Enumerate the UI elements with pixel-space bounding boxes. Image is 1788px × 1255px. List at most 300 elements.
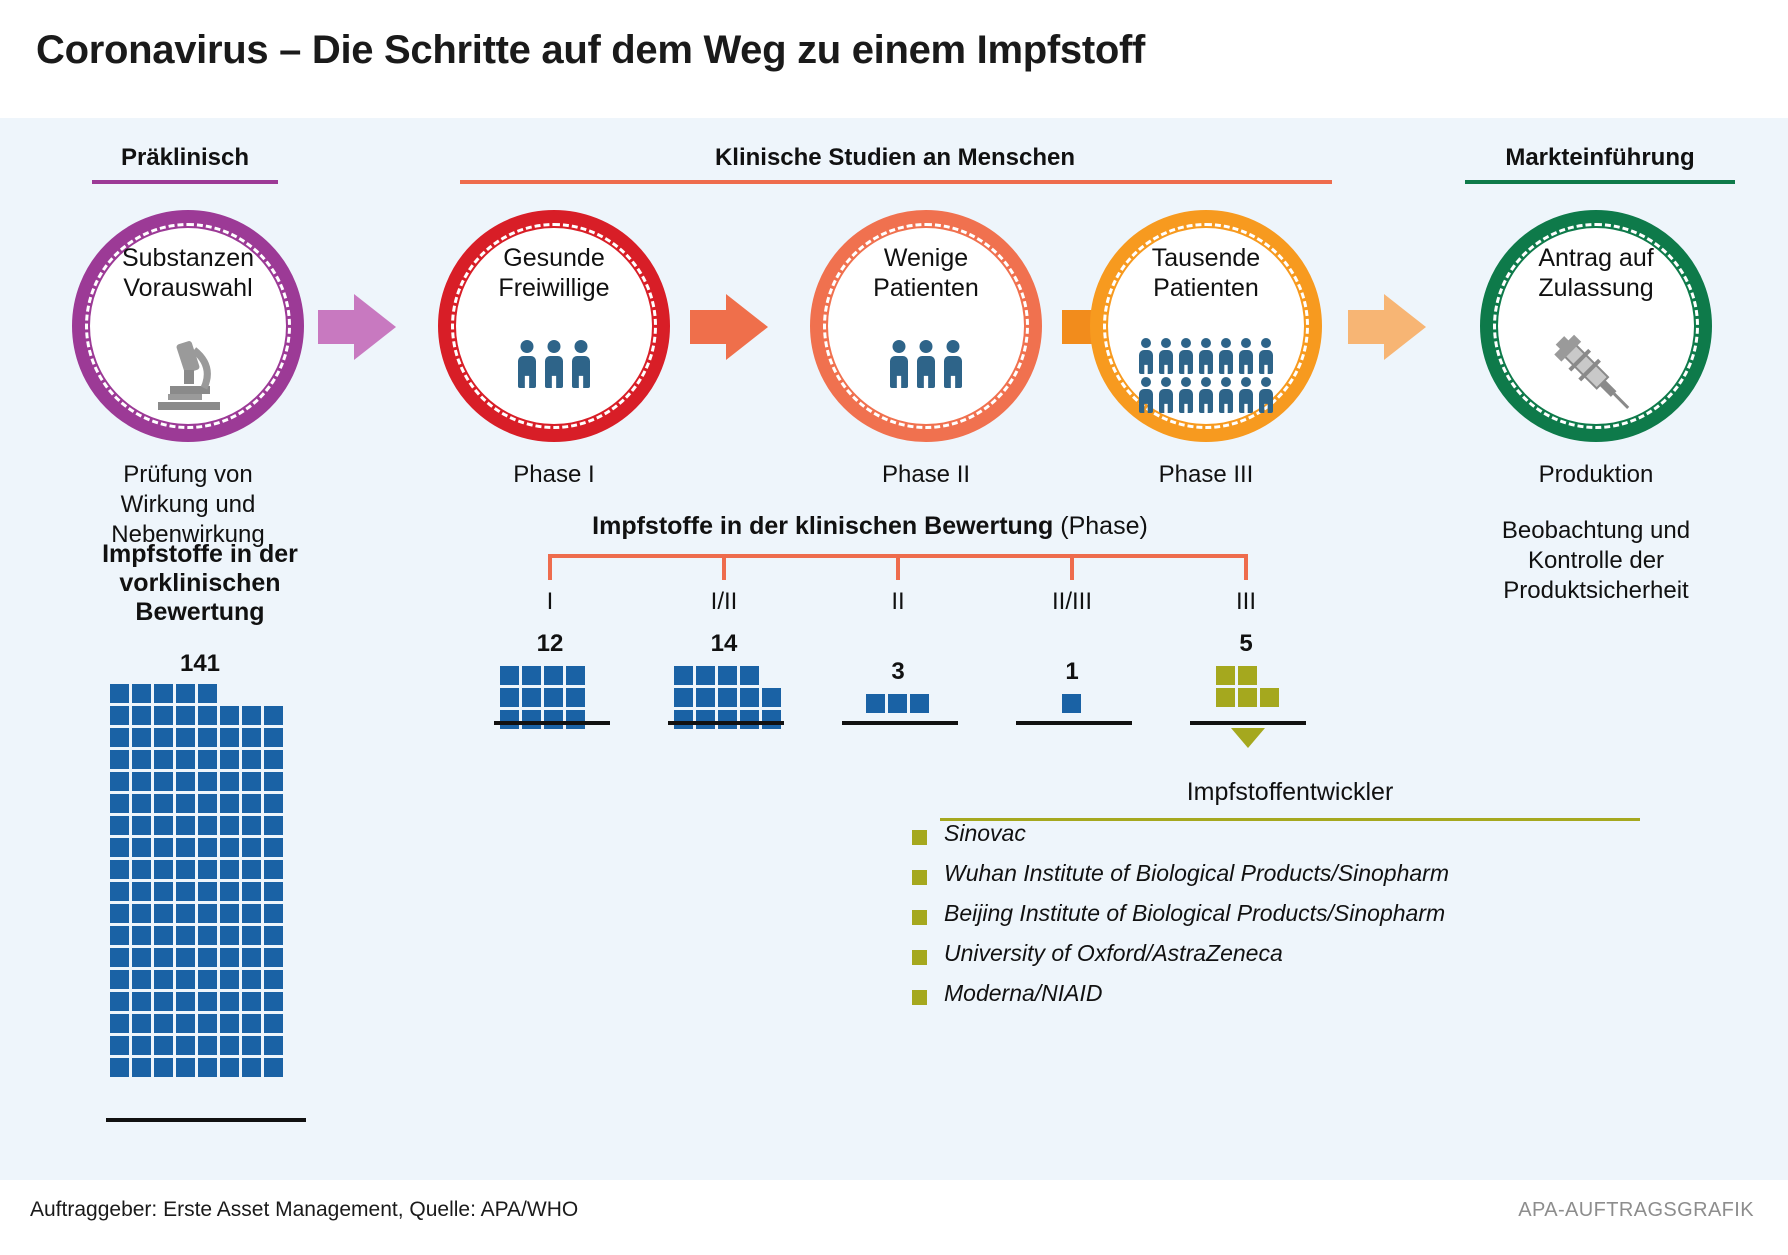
unit-row xyxy=(110,948,283,967)
unit-square xyxy=(674,666,693,685)
people-icon xyxy=(810,340,1042,388)
unit-square xyxy=(718,666,737,685)
unit-row xyxy=(110,1014,283,1033)
unit-square xyxy=(264,926,283,945)
unit-square xyxy=(220,750,239,769)
unit-square xyxy=(242,772,261,791)
stage-caption xyxy=(810,460,1042,490)
unit-square xyxy=(264,794,283,813)
unit-square xyxy=(220,794,239,813)
unit-square xyxy=(718,688,737,707)
people-row xyxy=(1139,338,1274,374)
unit-row xyxy=(110,970,283,989)
unit-square xyxy=(544,710,563,729)
unit-square xyxy=(198,970,217,989)
unit-row xyxy=(110,992,283,1011)
unit-square xyxy=(110,1036,129,1055)
unit-square xyxy=(154,904,173,923)
unit-square xyxy=(110,1014,129,1033)
unit-square xyxy=(110,794,129,813)
unit-row xyxy=(110,904,283,923)
unit-square xyxy=(132,838,151,857)
person-icon xyxy=(943,340,963,388)
developer-bullet xyxy=(912,910,927,925)
unit-square xyxy=(176,728,195,747)
unit-square xyxy=(176,970,195,989)
person-icon xyxy=(1219,377,1234,413)
unit-square xyxy=(264,706,283,725)
person-icon xyxy=(1179,338,1194,374)
unit-square xyxy=(154,772,173,791)
unit-square xyxy=(220,992,239,1011)
unit-square xyxy=(242,750,261,769)
person-icon xyxy=(1199,377,1214,413)
unit-square xyxy=(110,750,129,769)
section-header-praeklinisch: Präklinisch xyxy=(120,144,250,171)
stage-label-line1: Wenige xyxy=(883,244,969,272)
unit-square xyxy=(110,684,129,703)
bracket-tick-4 xyxy=(1070,554,1074,580)
stage-label xyxy=(72,244,304,303)
unit-square xyxy=(110,816,129,835)
unit-square xyxy=(132,904,151,923)
unit-square xyxy=(132,926,151,945)
phase-unit-chart-I xyxy=(500,666,585,729)
unit-square xyxy=(220,706,239,725)
stage-substanzen-vorauswahl xyxy=(72,210,304,548)
unit-square xyxy=(674,710,693,729)
person-icon xyxy=(1219,338,1234,374)
unit-square xyxy=(264,992,283,1011)
unit-square xyxy=(220,970,239,989)
unit-square xyxy=(198,684,217,703)
phase-baseline-0 xyxy=(494,721,610,725)
unit-square xyxy=(132,750,151,769)
unit-row xyxy=(110,772,283,791)
unit-square xyxy=(154,816,173,835)
unit-square xyxy=(176,882,195,901)
unit-row xyxy=(110,706,283,725)
stage-label-line2: Freiwillige xyxy=(498,273,610,302)
unit-square xyxy=(522,688,541,707)
unit-row xyxy=(674,710,781,729)
unit-square xyxy=(674,688,693,707)
people-icon xyxy=(438,340,670,388)
unit-square xyxy=(566,666,585,685)
section-rule-klinische-studien xyxy=(460,180,1332,184)
unit-square xyxy=(132,882,151,901)
phase-count-3: 1 xyxy=(1065,658,1079,685)
phase-unit-chart-II-III xyxy=(1062,694,1081,713)
unit-square xyxy=(220,948,239,967)
preclinical-unit-chart xyxy=(110,684,283,1077)
caption-line2: Wirkung und xyxy=(120,491,256,518)
phase-unit-chart-I-II xyxy=(674,666,781,729)
unit-square xyxy=(242,1058,261,1077)
unit-square xyxy=(220,882,239,901)
unit-square xyxy=(132,728,151,747)
stage-gesunde-freiwillige xyxy=(438,210,670,488)
unit-square xyxy=(154,860,173,879)
unit-square xyxy=(132,772,151,791)
person-icon xyxy=(1159,338,1174,374)
unit-square xyxy=(154,970,173,989)
section-header-markteinfuehrung: Markteinführung xyxy=(1505,144,1695,171)
phase-baseline-4 xyxy=(1190,721,1306,725)
unit-square xyxy=(198,772,217,791)
unit-square xyxy=(110,772,129,791)
unit-square xyxy=(220,860,239,879)
unit-square xyxy=(176,926,195,945)
unit-square xyxy=(154,926,173,945)
preclinical-heading-line3: Bewertung xyxy=(135,598,265,626)
developers-title: Impfstoffentwickler xyxy=(1186,778,1394,806)
phase-count-0: 12 xyxy=(536,630,564,657)
unit-row xyxy=(110,882,283,901)
unit-row xyxy=(110,794,283,813)
unit-square xyxy=(242,970,261,989)
people-icon xyxy=(1090,338,1322,413)
unit-square xyxy=(242,728,261,747)
unit-square xyxy=(242,948,261,967)
bracket-tick-5 xyxy=(1244,554,1248,580)
stage-label-line2: Patienten xyxy=(1153,273,1259,302)
unit-row xyxy=(110,750,283,769)
unit-square xyxy=(500,688,519,707)
unit-square xyxy=(500,666,519,685)
unit-square xyxy=(198,750,217,769)
unit-square xyxy=(888,694,907,713)
unit-row xyxy=(500,666,585,685)
unit-square xyxy=(264,970,283,989)
unit-square xyxy=(132,684,151,703)
caption-line1: Prüfung von xyxy=(123,461,253,488)
unit-square xyxy=(242,882,261,901)
unit-square xyxy=(500,710,519,729)
unit-square xyxy=(242,992,261,1011)
unit-square xyxy=(110,948,129,967)
developer-bullet xyxy=(912,990,927,1005)
unit-row xyxy=(110,860,283,879)
unit-square xyxy=(264,860,283,879)
unit-square xyxy=(242,904,261,923)
stage-label-line2: Zulassung xyxy=(1538,273,1654,302)
unit-square xyxy=(132,970,151,989)
stage-caption-produktion xyxy=(1480,460,1712,490)
person-icon xyxy=(889,340,909,388)
unit-row xyxy=(1062,694,1081,713)
phase-label-4: III xyxy=(1235,588,1256,615)
phase-unit-chart-II xyxy=(866,694,929,713)
unit-square xyxy=(176,794,195,813)
unit-square xyxy=(264,1014,283,1033)
person-icon xyxy=(1139,377,1154,413)
person-icon xyxy=(916,340,936,388)
unit-square xyxy=(566,710,585,729)
unit-square xyxy=(740,688,759,707)
unit-square xyxy=(220,728,239,747)
unit-square xyxy=(154,1036,173,1055)
person-icon xyxy=(544,340,564,388)
person-icon xyxy=(571,340,591,388)
stage-label xyxy=(1480,244,1712,303)
developer-bullet xyxy=(912,950,927,965)
unit-square xyxy=(242,926,261,945)
unit-square xyxy=(176,1058,195,1077)
stage-label-line2: Patienten xyxy=(873,273,979,302)
unit-square xyxy=(176,750,195,769)
caption-line4: Produktsicherheit xyxy=(1503,577,1689,604)
caption-line1: Phase I xyxy=(513,461,595,488)
unit-square xyxy=(762,710,781,729)
unit-square xyxy=(198,926,217,945)
unit-square xyxy=(110,926,129,945)
syringe-icon xyxy=(1546,334,1646,416)
unit-square xyxy=(866,694,885,713)
unit-square xyxy=(110,882,129,901)
unit-square xyxy=(544,666,563,685)
preclinical-count: 141 xyxy=(179,650,221,677)
unit-square xyxy=(220,816,239,835)
unit-row xyxy=(1216,666,1257,685)
unit-square xyxy=(264,838,283,857)
unit-square xyxy=(110,992,129,1011)
phase-unit-chart-III xyxy=(1216,666,1279,707)
developer-item: University of Oxford/AstraZeneca xyxy=(944,940,1283,966)
unit-row xyxy=(500,688,585,707)
unit-square xyxy=(264,882,283,901)
stage-label xyxy=(810,244,1042,303)
unit-row xyxy=(1216,688,1279,707)
unit-square xyxy=(242,706,261,725)
unit-square xyxy=(1260,688,1279,707)
unit-row xyxy=(110,926,283,945)
unit-square xyxy=(154,794,173,813)
page-title: Coronavirus – Die Schritte auf dem Weg zu einem Impfstoff xyxy=(36,28,1146,72)
unit-square xyxy=(198,838,217,857)
person-icon xyxy=(1259,377,1274,413)
unit-square xyxy=(110,728,129,747)
section-rule-praeklinisch xyxy=(92,180,278,184)
stage-caption xyxy=(438,460,670,490)
phase-label-2: II xyxy=(891,588,905,615)
unit-square xyxy=(264,750,283,769)
unit-square xyxy=(110,970,129,989)
microscope-icon xyxy=(148,336,230,414)
preclinical-heading-line1: Impfstoffe in der xyxy=(102,540,298,568)
unit-square xyxy=(154,948,173,967)
unit-square xyxy=(198,904,217,923)
unit-square xyxy=(696,666,715,685)
unit-square xyxy=(220,1058,239,1077)
stage-label-line1: Antrag auf xyxy=(1538,244,1654,272)
stage-label-line2: Vorauswahl xyxy=(123,273,253,302)
unit-square xyxy=(154,684,173,703)
developer-item: Wuhan Institute of Biological Products/Sinopharm xyxy=(944,860,1449,886)
unit-square xyxy=(242,1036,261,1055)
unit-square xyxy=(220,904,239,923)
stage-label xyxy=(438,244,670,303)
unit-square xyxy=(242,1014,261,1033)
unit-square xyxy=(198,1058,217,1077)
unit-square xyxy=(762,688,781,707)
unit-square xyxy=(132,1058,151,1077)
unit-square xyxy=(1062,694,1081,713)
developers-rule xyxy=(940,818,1640,821)
unit-square xyxy=(198,882,217,901)
unit-square xyxy=(176,904,195,923)
section-header-klinische-studien: Klinische Studien an Menschen xyxy=(714,144,1076,171)
unit-square xyxy=(132,794,151,813)
unit-square xyxy=(176,992,195,1011)
unit-square xyxy=(110,838,129,857)
developer-item: Beijing Institute of Biological Products/Sinopharm xyxy=(944,900,1446,926)
unit-row xyxy=(110,728,283,747)
person-icon xyxy=(1139,338,1154,374)
phase-count-2: 3 xyxy=(891,658,905,685)
unit-square xyxy=(110,1058,129,1077)
unit-square xyxy=(198,992,217,1011)
unit-row xyxy=(674,666,759,685)
phase-label-0: I xyxy=(546,588,554,615)
unit-square xyxy=(132,1014,151,1033)
unit-square xyxy=(566,688,585,707)
unit-square xyxy=(264,816,283,835)
phase-count-1: 14 xyxy=(710,630,738,657)
stage-caption xyxy=(1090,460,1322,490)
person-icon xyxy=(1259,338,1274,374)
unit-square xyxy=(740,710,759,729)
stage-caption xyxy=(32,460,344,550)
unit-square xyxy=(132,948,151,967)
unit-square xyxy=(198,794,217,813)
phase-label-1: I/II xyxy=(710,588,738,615)
unit-square xyxy=(176,772,195,791)
unit-square xyxy=(264,728,283,747)
section-rule-markteinfuehrung xyxy=(1465,180,1735,184)
person-icon xyxy=(1239,338,1254,374)
unit-square xyxy=(544,688,563,707)
footer-source: Auftraggeber: Erste Asset Management, Quelle: APA/WHO xyxy=(30,1198,579,1221)
unit-square xyxy=(154,728,173,747)
unit-square xyxy=(264,772,283,791)
stage-label-line1: Substanzen xyxy=(121,244,255,272)
unit-square xyxy=(242,794,261,813)
person-icon xyxy=(1239,377,1254,413)
unit-square xyxy=(220,1036,239,1055)
person-icon xyxy=(1179,377,1194,413)
unit-square xyxy=(220,772,239,791)
unit-square xyxy=(198,860,217,879)
unit-square xyxy=(220,1014,239,1033)
unit-square xyxy=(198,816,217,835)
unit-square xyxy=(522,666,541,685)
unit-square xyxy=(176,1036,195,1055)
person-icon xyxy=(1199,338,1214,374)
clinical-chart-title xyxy=(500,512,1240,541)
unit-row xyxy=(674,688,781,707)
unit-square xyxy=(696,688,715,707)
unit-square xyxy=(154,838,173,857)
footer xyxy=(0,1180,1788,1255)
unit-square xyxy=(132,992,151,1011)
unit-square xyxy=(242,816,261,835)
unit-square xyxy=(154,750,173,769)
stage-label-line1: Gesunde xyxy=(503,244,605,272)
bracket-tick-2 xyxy=(722,554,726,580)
unit-square xyxy=(1216,666,1235,685)
unit-square xyxy=(242,838,261,857)
unit-square xyxy=(154,882,173,901)
phase-baseline-2 xyxy=(842,721,958,725)
unit-square xyxy=(176,1014,195,1033)
caption-line1: Phase III xyxy=(1158,461,1254,488)
preclinical-heading xyxy=(50,540,350,627)
people-row xyxy=(1139,377,1274,413)
unit-row xyxy=(110,1036,283,1055)
unit-square xyxy=(242,860,261,879)
clinical-chart-title-text: Impfstoffe in der klinischen Bewertung xyxy=(592,512,1054,540)
unit-square xyxy=(696,710,715,729)
unit-square xyxy=(220,926,239,945)
stage-tausende-patienten xyxy=(1090,210,1322,488)
preclinical-heading-line2: vorklinischen xyxy=(119,569,281,597)
phase-III-pointer xyxy=(1231,728,1265,748)
unit-square xyxy=(198,948,217,967)
unit-square xyxy=(132,1036,151,1055)
developer-bullet xyxy=(912,870,927,885)
stage-label-line1: Tausende xyxy=(1151,244,1261,272)
stage-antrag-auf-zulassung xyxy=(1480,210,1712,604)
unit-square xyxy=(132,816,151,835)
developer-bullet xyxy=(912,830,927,845)
unit-row xyxy=(110,816,283,835)
unit-square xyxy=(154,706,173,725)
unit-square xyxy=(910,694,929,713)
bracket-tick-1 xyxy=(548,554,552,580)
caption-line3: Nebenwirkung xyxy=(111,521,265,548)
unit-row xyxy=(866,694,929,713)
unit-square xyxy=(154,1058,173,1077)
unit-square xyxy=(154,992,173,1011)
person-icon xyxy=(1159,377,1174,413)
unit-square xyxy=(1238,666,1257,685)
unit-row xyxy=(500,710,585,729)
unit-row xyxy=(110,1058,283,1077)
unit-square xyxy=(718,710,737,729)
unit-square xyxy=(264,948,283,967)
unit-square xyxy=(176,684,195,703)
unit-square xyxy=(220,838,239,857)
phase-count-4: 5 xyxy=(1239,630,1253,657)
stage-label xyxy=(1090,244,1322,303)
caption-line1: Produktion xyxy=(1538,461,1654,488)
stage-wenige-patienten xyxy=(810,210,1042,488)
unit-row xyxy=(110,684,217,703)
unit-row xyxy=(110,838,283,857)
clinical-chart-title-suffix: (Phase) xyxy=(1060,512,1148,540)
person-icon xyxy=(517,340,537,388)
unit-square xyxy=(176,860,195,879)
unit-square xyxy=(176,706,195,725)
unit-square xyxy=(198,1036,217,1055)
caption-line3: Kontrolle der xyxy=(1527,547,1665,574)
unit-square xyxy=(110,860,129,879)
unit-square xyxy=(154,1014,173,1033)
developer-item: Moderna/NIAID xyxy=(944,980,1103,1006)
phase-baseline-1 xyxy=(668,721,784,725)
unit-square xyxy=(198,1014,217,1033)
